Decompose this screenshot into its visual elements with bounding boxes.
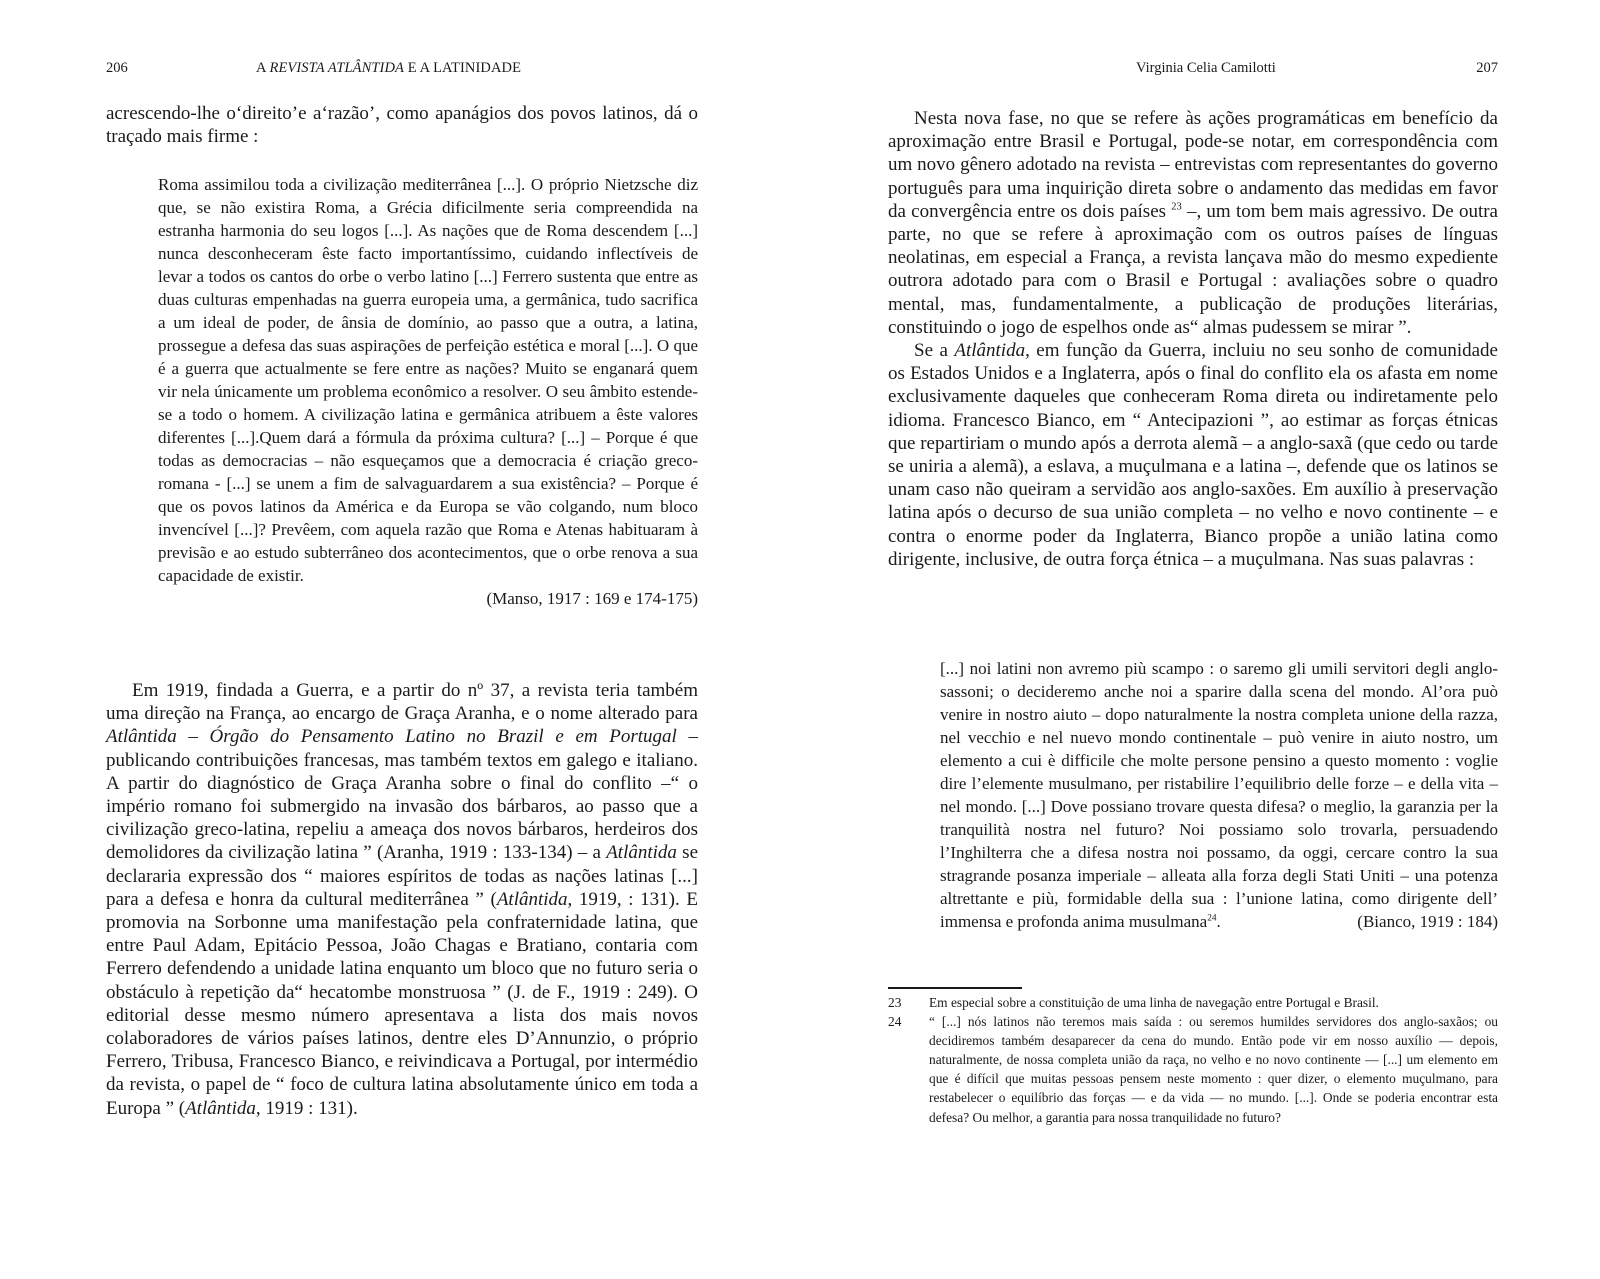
running-title: Virginia Celia Camilotti [1136, 60, 1276, 76]
intro-paragraph [106, 102, 698, 148]
text-run: –, um tom bem mais agressivo. De outra parte, no que se refere à aproximação com os outros países de línguas neolatinas, em especial a França, a revista lançava mão do mesmo expediente outrora adotado para com o Brasil e Portugal : avaliações sobre o quadro mental, mas, fundamentalmente, a publicação de produções literárias, constituindo o jogo de espelhos onde as“ almas pudessem se mirar ”. [888, 200, 1498, 338]
footnote-text: Em especial sobre a constituição de uma linha de navegação entre Portugal e Brasil. [929, 995, 1379, 1010]
text-run: . [1216, 912, 1221, 931]
running-title-pre: A [256, 60, 270, 76]
text-run: Se a [914, 340, 955, 362]
text-run: [...] noi latini non avremo più scampo : o saremo gli umili servitori degli anglo-sassoni; o decideremo anche noi a sparire dalla scena del mondo. Al’ora può venire in nostro aiuto – dopo naturalmente la nostra completa unione della razza, nel vecchio e nel nuevo mondo continentale – può venire in aiuto nostro, um elemento a cui è difficile che molte persone pensino a questo momento : voglie dire l’elemente musulmano, per ristabilire l’equilibrio delle forze – e della vita – nel mondo. [...] Dove possiano trovare questa difesa? o meglio, la garanzia per la tranquilità nostra nel futuro? Noi possiamo solo trovarla, persuadendo l’Inghilterra che a difesa nostra noi possamo, da oggi, cercare contro la sua stragrande posanza imperiale – alleata alla forza degli Stati Uniti – una potenza altrettante e più, formidable della sua : l’unione latina, como dirigente dell’ immensa e profonda anima musulmana [940, 659, 1498, 931]
quote-text: Roma assimilou toda a civilização mediterrânea [...]. O próprio Nietzsche diz que, se não existira Roma, a Grécia dificilmente seria compreendida na estranha harmonia do seu logos [...]. As nações que de Roma descendem [...] nunca desconheceram êste facto importantíssimo, cuidando inflectíveis de levar a todos os cantos do orbe o verbo latino [...] Ferrero sustenta que entre as duas culturas empenhadas na guerra europeia uma, a germânica, tudo sacrifica a um ideal de poder, de ânsia de domínio, ao passo que a outra, a latina, prossegue a defesa das suas aspirações de perfeição estética e moral [...]. O que é a guerra que actualmente se fere entre as nações? Muito se enganará quem vir nela únicamente um problema econômico a resolver. O seu âmbito estende-se a todo o homem. A civilização latina e germânica atribuem a êste valores diferentes [...].Quem dará a fórmula da próxima cultura? [...] – Porque é que todas as democracias – não esqueçamos que a democracia é criação greco-romana - [...] se unem a fim de salvaguardarem a sua existência? – Porque é que os povos latinos da América e da Europa se vão colgando, num bloco invencível [...]? Prevêem, com aquela razão que Roma e Atenas habituaram à previsão e ao estudo subterrâneo dos acontecimentos, que o orbe renova a sua capacidade de existir. [158, 175, 698, 585]
italic-title: Atlântida [185, 1097, 256, 1119]
italic-title: Atlântida [954, 340, 1026, 362]
block-quote [158, 173, 698, 610]
text-run: , 1919, : 131). E promovia na Sorbonne uma manifestação pela confraternidade latina, que entre Paul Adam, Epitácio Pessoa, João Chagas e Bratiano, contaria com Ferrero defendendo a unidade latina enquanto um bloco que no futuro seria o obstáculo à repetição da“ hecatombe monstruosa ” (J. de F., 1919 : 249). O editorial desse mesmo número apresentava a lista dos mais novos colaboradores de vários países latinos, dentre eles D’Annunzio, o próprio Ferrero, Tribusa, Francesco Bianco, e reivindicava a Portugal, por intermédio da revista, o papel de “ foco de cultura latina absolutamente único em toda a Europa ” ( [106, 888, 698, 1119]
running-head [106, 58, 698, 78]
text-run: – publicando contribuições francesas, mas também textos em galego e italiano. A partir do diagnóstico de Graça Aranha sobre o final do conflito –“ o império romano foi submergido na invasão dos bárbaros, ao passo que a civilização greco-latina, repeliu a ameaça dos novos bárbaros, herdeiros dos demolidores da civilização latina ” (Aranha, 1919 : 133-134) – a [106, 726, 699, 864]
quote-citation: (Bianco, 1919 : 184) [1357, 912, 1498, 931]
footnote-ref[interactable]: 23 [1171, 201, 1182, 213]
italic-title: Atlântida [606, 842, 677, 864]
running-title-italic: REVISTA ATLÂNTIDA [269, 60, 404, 76]
text-run: , em função da Guerra, incluiu no seu sonho de comunidade os Estados Unidos e a Inglaterra, após o final do conflito ela os afasta em nome exclusivamente daqueles que conheceram Roma direta ou indiretamente pelo idioma. Francesco Bianco, em “ Antecipazioni ”, ao estimar as forças étnicas que repartiriam o mundo após a derrota alemã – a anglo-saxã (que cedo ou tarde se uniria a alemã), a eslava, a muçulmana e a latina –, defende que os latinos se unam caso não queiram a servidão aos anglo-saxões. Em auxílio à preservação latina após o decurso de sua união completa – no velho e novo continente – e contra o enorme poder da Inglaterra, Bianco propõe a união latina como dirigente, inclusive, de outra força étnica – a muçulmana. Nas suas palavras : [888, 340, 1498, 570]
left-page [106, 0, 698, 1279]
page-number: 207 [1476, 60, 1498, 76]
paragraph-text [888, 107, 1498, 339]
footnote-number: 24 [888, 1014, 902, 1030]
footnote-ref[interactable]: 24 [1207, 913, 1217, 924]
text-run: Nesta nova fase, no que se refere às ações programáticas em benefício da aproximação entre Brasil e Portugal, pode-se notar, em correspondência com um novo gênero adotado na revista – entrevistas com representantes do governo português para uma inquirição direta sobre o andamento das medidas em favor da convergência entre os dois países [888, 108, 1498, 222]
footnote-number: 23 [888, 995, 902, 1010]
footnote-23 [888, 993, 1498, 1012]
footnote-divider [888, 987, 1022, 989]
body-paragraph [106, 679, 698, 1120]
quote-text [940, 657, 1498, 933]
paragraph-text [888, 339, 1498, 571]
footnotes [888, 993, 1498, 1127]
text-run: Em 1919, findada a Guerra, e a partir do nº 37, a revista teria também uma direção na França, ao encargo de Graça Aranha, e o nome alterado para [106, 680, 698, 725]
paragraph-text [106, 679, 698, 1120]
italic-title: Atlântida [496, 888, 568, 910]
footnote-24 [888, 1012, 1498, 1127]
page-number: 206 [106, 60, 128, 76]
footnote-text: “ [...] nós latinos não teremos mais saída : ou seremos humildes servidores dos anglo-saxãos; ou decidiremos também desaparecer da cena do mundo. Então pode vir em nosso auxílio — depois, naturalmente, de nossa completa união da raça, no velho e no novo continente — [...] um elemento em que é difícil que muitas pessoas pensem neste momento : quer dizer, o elemento muçulmano, para restabelecer o equilíbrio das forças — e da vida — no mundo. [...]. Onde se poderia encontrar esta defesa? Ou melhor, a garantia para nossa tranquilidade no futuro? [929, 1014, 1498, 1125]
right-page [888, 0, 1498, 1279]
running-head [906, 58, 1498, 78]
italic-title: Atlântida – Órgão do Pensamento Latino no Brazil e em Portugal [106, 726, 677, 748]
block-quote [940, 657, 1498, 933]
running-title-post: E A LATINIDADE [404, 60, 522, 76]
quote-citation: (Manso, 1917 : 169 e 174-175) [486, 589, 698, 608]
body-paragraphs [888, 107, 1498, 571]
running-title [256, 58, 521, 78]
text-run: se declararia expressão dos “ maiores espíritos de todas as nações latinas [...] para a defesa e honra da cultural mediterrânea ” ( [106, 842, 698, 910]
text-run: , 1919 : 131). [255, 1097, 358, 1119]
intro-text: acrescendo-lhe o‘direito’e a‘razão’, como apanágios dos povos latinos, dá o traçado mais firme : [106, 103, 698, 148]
